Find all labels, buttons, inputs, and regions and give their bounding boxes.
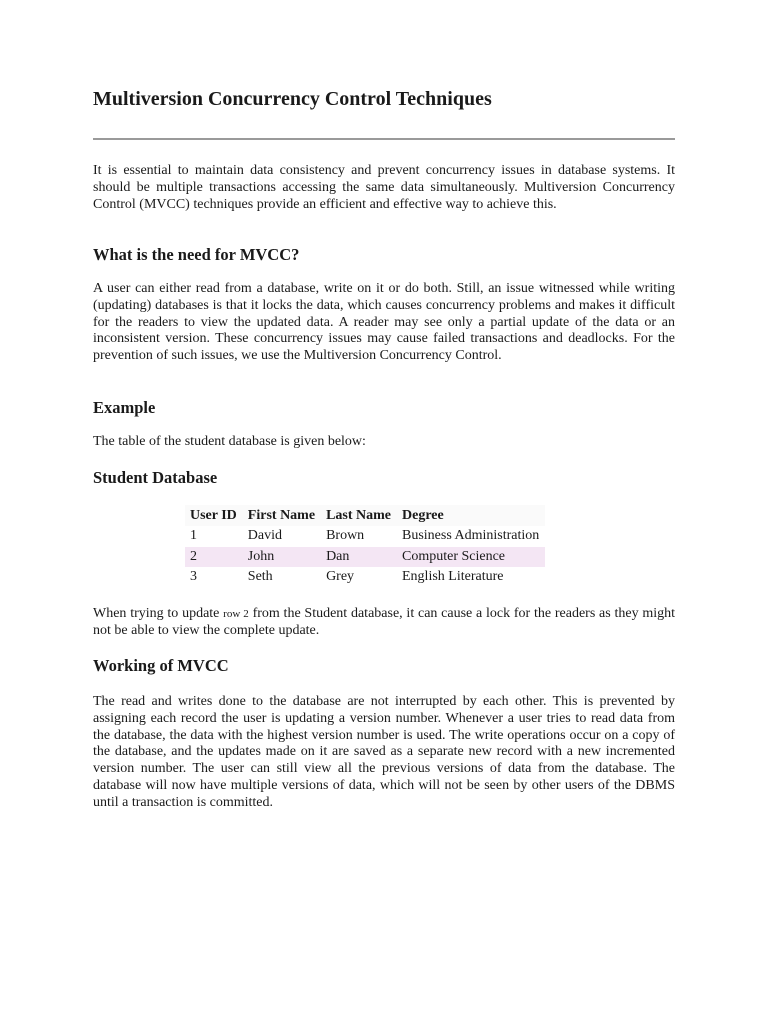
table-row-highlighted bbox=[185, 547, 545, 568]
table-cell: 1 bbox=[190, 528, 197, 544]
column-header: User ID bbox=[185, 505, 243, 526]
column-header: First Name bbox=[243, 505, 321, 526]
update-note-text: from the Student database, it can cause a lock for the readers as they might not be able to view the complete update. bbox=[93, 606, 676, 638]
table-header-row bbox=[185, 505, 545, 526]
table-cell: David bbox=[247, 528, 283, 544]
intro-paragraph: It is essential to maintain data consistency and prevent concurrency issues in database systems. It should be multiple transactions accessing the same data simultaneously. Multiversion Concurrency Control (MVCC) techniques provide an efficient and effective way to achieve this. bbox=[93, 163, 675, 212]
table-cell: 2 bbox=[185, 547, 243, 568]
title-divider bbox=[93, 138, 675, 140]
page-title: Multiversion Concurrency Control Techniques bbox=[93, 88, 492, 110]
table-cell: Grey bbox=[326, 569, 355, 585]
table-row bbox=[185, 526, 545, 547]
table-cell: Brown bbox=[326, 528, 365, 544]
update-note-text: When trying to update bbox=[93, 606, 224, 621]
example-heading: Example bbox=[93, 398, 156, 417]
table-row bbox=[185, 567, 545, 588]
working-paragraph: The read and writes done to the database are not interrupted by each other. This is prevented by assigning each record the user is updating a version number. Whenever a user tries to read data from the database, the data with the highest version number is used. The write operations occur on a copy of the database, and the updates made on it are saved as a separate new record with a new incremented version number. The user can still view all the previous versions of data from the database. The database will now have multiple versions of data, which will not be seen by other users of the DBMS until a transaction is committed. bbox=[93, 694, 675, 810]
working-heading: Working of MVCC bbox=[93, 656, 229, 675]
column-header: Last Name bbox=[321, 505, 397, 526]
table-cell: Dan bbox=[321, 547, 397, 568]
update-note-paragraph bbox=[93, 606, 675, 640]
student-database-heading: Student Database bbox=[93, 468, 218, 487]
table-cell: 3 bbox=[190, 569, 197, 585]
example-paragraph: The table of the student database is given below: bbox=[93, 434, 366, 449]
student-table bbox=[185, 505, 545, 588]
need-paragraph: A user can either read from a database, write on it or do both. Still, an issue witnessed while writing (updating) databases is that it locks the data, which causes concurrency problems and makes it difficult for the readers to view the updated data. A reader may see only a partial update of the data or an inconsistent version. These concurrency issues may cause failed transactions and deadlocks. For the prevention of such issues, we use the Multiversion Concurrency Control. bbox=[93, 281, 675, 364]
need-heading: What is the need for MVCC? bbox=[93, 245, 300, 264]
column-header: Degree bbox=[397, 505, 545, 526]
table-cell: Computer Science bbox=[397, 547, 545, 568]
row-reference: row 2 bbox=[223, 608, 249, 620]
table-cell: Seth bbox=[247, 569, 273, 585]
table-cell: Business Administration bbox=[402, 528, 540, 544]
table-cell: English Literature bbox=[402, 569, 504, 585]
table-cell: John bbox=[243, 547, 321, 568]
